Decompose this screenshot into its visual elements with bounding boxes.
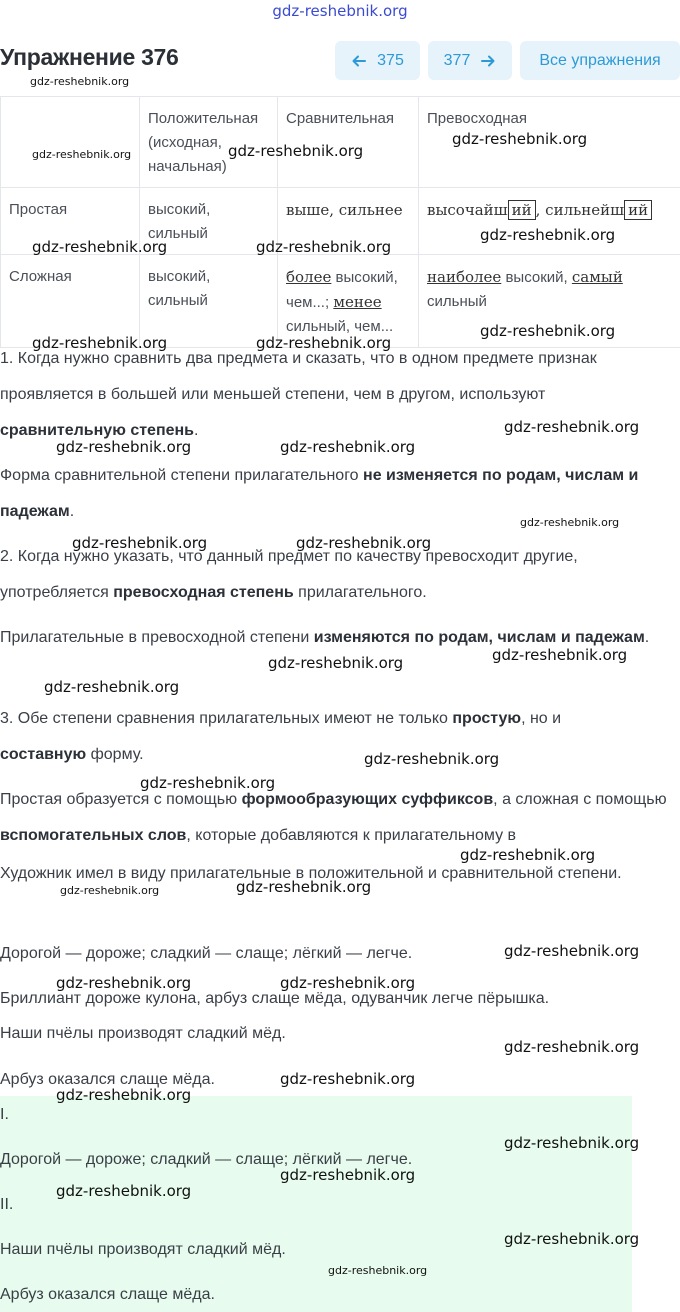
paragraph: Бриллиант дороже кулона, арбуз слаще мёда, одуванчик легче пёрышка. bbox=[0, 990, 550, 1007]
text: 2. Когда нужно указать, что данный предмет по качеству превосходит другие, употребляется bbox=[0, 548, 578, 601]
paragraph: Дорогой — дороже; сладкий — слаще; лёгкий — легче. bbox=[0, 945, 413, 962]
table-row bbox=[1, 255, 680, 348]
watermark: gdz-reshebnik.org bbox=[56, 974, 192, 992]
watermark: gdz-reshebnik.org bbox=[504, 1038, 640, 1056]
watermark: gdz-reshebnik.org bbox=[32, 148, 132, 161]
paragraph: Арбуз оказался слаще мёда. bbox=[0, 1071, 215, 1088]
row-label: Простая bbox=[1, 188, 140, 255]
watermark: gdz-reshebnik.org bbox=[520, 516, 620, 529]
watermark: gdz-reshebnik.org bbox=[256, 238, 392, 256]
bold-term: простую bbox=[452, 710, 522, 727]
watermark: gdz-reshebnik.org bbox=[280, 1166, 416, 1184]
answer-line: Арбуз оказался слаще мёда. bbox=[0, 1286, 215, 1303]
separator: , bbox=[535, 201, 546, 219]
answer-label: I. bbox=[0, 1106, 9, 1123]
paragraph bbox=[0, 782, 680, 854]
table-row bbox=[1, 188, 680, 255]
watermark: gdz-reshebnik.org bbox=[280, 438, 416, 456]
watermark: gdz-reshebnik.org bbox=[504, 1134, 640, 1152]
watermark: gdz-reshebnik.org bbox=[364, 750, 500, 768]
bold-term: составную bbox=[0, 746, 87, 763]
table-header-cell: Сравнительная bbox=[278, 97, 419, 188]
text: 1. Когда нужно сравнить два предмета и сказать, что в одном предмете признак проявляется в большей или меньшей степени, чем в другом, используют bbox=[0, 350, 597, 403]
arrow-left-icon bbox=[351, 53, 367, 69]
watermark: gdz-reshebnik.org bbox=[236, 878, 372, 896]
watermark: gdz-reshebnik.org bbox=[56, 438, 192, 456]
watermark: gdz-reshebnik.org bbox=[296, 534, 432, 552]
watermark: gdz-reshebnik.org bbox=[56, 1086, 192, 1104]
watermark: gdz-reshebnik.org bbox=[32, 238, 168, 256]
paragraph: Наши пчёлы производят сладкий мёд. bbox=[0, 1025, 286, 1042]
watermark: gdz-reshebnik.org bbox=[460, 846, 596, 864]
paragraph bbox=[0, 539, 670, 611]
text: 3. Обе степени сравнения прилагательных имеют не только bbox=[0, 710, 453, 727]
watermark: gdz-reshebnik.org bbox=[280, 1070, 416, 1088]
watermark: gdz-reshebnik.org bbox=[480, 322, 616, 340]
text: . bbox=[644, 629, 650, 646]
text: Прилагательные в превосходной степени bbox=[0, 629, 314, 646]
cell-text: сильный bbox=[427, 293, 487, 310]
bold-term: сравнительную степень bbox=[0, 422, 195, 439]
arrow-right-icon bbox=[480, 53, 496, 69]
paragraph bbox=[0, 458, 660, 530]
comparative-cell bbox=[278, 188, 419, 255]
bold-term: формообразующих суффиксов bbox=[241, 791, 494, 808]
watermark: gdz-reshebnik.org bbox=[228, 142, 364, 160]
watermark: gdz-reshebnik.org bbox=[44, 678, 180, 696]
answer-label: II. bbox=[0, 1196, 14, 1213]
watermark: gdz-reshebnik.org bbox=[504, 418, 640, 436]
ending-box: ий bbox=[508, 200, 536, 220]
prev-exercise-label: 375 bbox=[377, 51, 404, 69]
positive-cell: высокий, сильный bbox=[140, 255, 278, 348]
watermark: gdz-reshebnik.org bbox=[280, 974, 416, 992]
cell-text: высокий, чем...; bbox=[286, 269, 398, 311]
text: , но и bbox=[521, 710, 562, 727]
all-exercises-label: Все упражнения bbox=[539, 51, 661, 69]
superlative-cell bbox=[419, 255, 680, 348]
cell-text: высокий, bbox=[501, 269, 572, 286]
watermark: gdz-reshebnik.org bbox=[60, 884, 160, 897]
paragraph: Художник имел в виду прилагательные в положительной и сравнительной степени. bbox=[0, 865, 622, 882]
ending-box: ий bbox=[624, 200, 652, 220]
auxiliary-word: самый bbox=[571, 268, 623, 286]
bold-term: вспомогательных слов bbox=[0, 827, 187, 844]
paragraph bbox=[0, 341, 640, 449]
watermark: gdz-reshebnik.org bbox=[504, 1230, 640, 1248]
next-exercise-button[interactable] bbox=[428, 41, 512, 80]
all-exercises-button[interactable] bbox=[520, 41, 680, 80]
page-title: Упражнение 376 bbox=[0, 44, 179, 70]
watermark: gdz-reshebnik.org bbox=[256, 334, 392, 352]
answer-box bbox=[0, 1096, 632, 1312]
word-stem: высочайш bbox=[427, 201, 508, 219]
text: Форма сравнительной степени прилагательного bbox=[0, 467, 364, 484]
watermark: gdz-reshebnik.org bbox=[328, 1264, 428, 1277]
text: , которые добавляются к прилагательному в bbox=[186, 827, 517, 844]
cell-text: сильный, чем... bbox=[286, 318, 394, 335]
table-header-cell: Положительная (исходная, начальная) bbox=[140, 97, 278, 188]
positive-cell: высокий, сильный bbox=[140, 188, 278, 255]
word-stem: сильнейш bbox=[545, 201, 625, 219]
bold-term: превосходная степень bbox=[113, 584, 294, 601]
table-header-cell bbox=[1, 97, 140, 188]
watermark: gdz-reshebnik.org bbox=[492, 646, 628, 664]
answer-line: Дорогой — дороже; сладкий — слаще; лёгкий — легче. bbox=[0, 1151, 413, 1168]
text: прилагательного. bbox=[293, 584, 427, 601]
watermark: gdz-reshebnik.org bbox=[480, 226, 616, 244]
auxiliary-word: наиболее bbox=[427, 268, 502, 286]
bold-term: изменяются по родам, числам и падежам bbox=[313, 629, 645, 646]
paragraph bbox=[0, 701, 650, 773]
paragraph bbox=[0, 620, 660, 656]
auxiliary-word: более bbox=[286, 268, 332, 286]
answer-line: Наши пчёлы производят сладкий мёд. bbox=[0, 1241, 286, 1258]
text: . bbox=[194, 422, 199, 439]
watermark: gdz-reshebnik.org bbox=[140, 774, 276, 792]
word-form: выше bbox=[286, 201, 330, 219]
site-link[interactable]: gdz-reshebnik.org bbox=[272, 2, 408, 20]
text: . bbox=[69, 503, 75, 520]
comparative-cell bbox=[278, 255, 419, 348]
watermark: gdz-reshebnik.org bbox=[72, 534, 208, 552]
watermark: gdz-reshebnik.org bbox=[452, 130, 588, 148]
watermark: gdz-reshebnik.org bbox=[504, 942, 640, 960]
watermark: gdz-reshebnik.org bbox=[56, 1182, 192, 1200]
row-label: Сложная bbox=[1, 255, 140, 348]
watermark: gdz-reshebnik.org bbox=[268, 654, 404, 672]
text: Простая образуется с помощью bbox=[0, 791, 242, 808]
text: форму. bbox=[86, 746, 144, 763]
watermark: gdz-reshebnik.org bbox=[32, 334, 168, 352]
bold-term: не изменяется по родам, числам и падежам bbox=[0, 467, 639, 520]
watermark: gdz-reshebnik.org bbox=[30, 75, 130, 88]
auxiliary-word: менее bbox=[333, 293, 382, 311]
table-header-cell: Превосходная bbox=[419, 97, 680, 188]
separator: , bbox=[329, 201, 339, 219]
superlative-cell bbox=[419, 188, 680, 255]
degrees-table bbox=[0, 96, 680, 348]
text: , а сложная с помощью bbox=[493, 791, 667, 808]
word-form: сильнее bbox=[338, 201, 403, 219]
next-exercise-label: 377 bbox=[443, 51, 471, 69]
table-header-row bbox=[1, 97, 680, 188]
prev-exercise-button[interactable] bbox=[335, 41, 420, 80]
